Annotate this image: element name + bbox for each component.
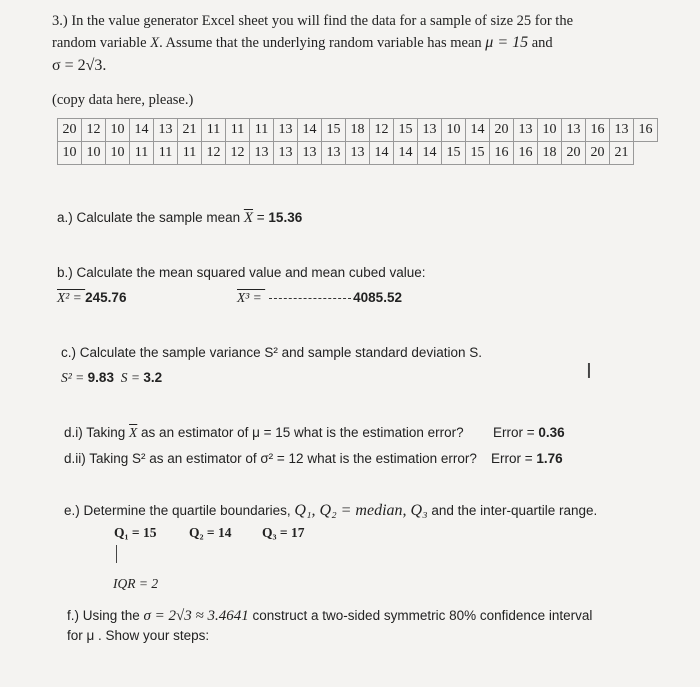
x3-answer: 4085.52 — [353, 290, 402, 305]
error-ii-answer: 1.76 — [536, 451, 563, 466]
part-f-line-2: for μ . Show your steps: — [67, 628, 210, 643]
part-a-eq: = — [253, 210, 269, 225]
table-cell: 10 — [58, 142, 82, 165]
table-cell: 10 — [82, 142, 106, 165]
table-cell: 10 — [442, 119, 466, 142]
table-cell: 15 — [394, 119, 418, 142]
s2-label: S² = — [61, 370, 88, 385]
table-cell: 15 — [322, 119, 346, 142]
table-cell: 13 — [322, 142, 346, 165]
problem-line-1: 3.) In the value generator Excel sheet you will find the data for a sample of size 25 for the — [52, 13, 574, 29]
table-cell: 11 — [226, 119, 250, 142]
part-d-i-prompt-b: as an estimator of μ = 15 what is the estimation error? — [137, 425, 464, 440]
table-cell: 13 — [514, 119, 538, 142]
sigma-approx: σ = 2√3 ≈ 3.4641 — [143, 608, 249, 624]
q1-answer: Q₁ = 15 — [114, 525, 157, 540]
table-row-1 — [58, 119, 658, 142]
table-cell: 10 — [538, 119, 562, 142]
table-cell: 14 — [130, 119, 154, 142]
part-d-i — [64, 425, 464, 441]
part-f-line-1 — [67, 608, 592, 625]
part-a — [57, 210, 302, 227]
problem-line-2 — [52, 34, 553, 52]
table-cell: 11 — [250, 119, 274, 142]
part-a-prompt: a.) Calculate the sample mean — [57, 210, 244, 225]
part-e-prompt-a: e.) Determine the quartile boundaries, — [64, 503, 295, 518]
table-cell: 14 — [370, 142, 394, 165]
part-f-prompt-b: construct a two-sided symmetric 80% confidence interval — [248, 608, 593, 623]
random-variable-x: X — [150, 35, 160, 51]
table-cell: 13 — [610, 119, 634, 142]
table-cell: 16 — [586, 119, 610, 142]
part-c-prompt: c.) Calculate the sample variance S² and sample standard deviation S. — [61, 345, 482, 360]
data-table — [57, 118, 658, 165]
iqr-answer: IQR = 2 — [113, 576, 159, 591]
x-bar-d: $\overline{X}$ — [129, 425, 138, 440]
q2-answer: Q₂ = 14 — [189, 525, 232, 540]
table-cell: 16 — [514, 142, 538, 165]
table-row-2 — [58, 142, 658, 165]
part-b-prompt: b.) Calculate the mean squared value and mean cubed value: — [57, 265, 426, 280]
table-cell: 14 — [418, 142, 442, 165]
copy-note: (copy data here, please.) — [52, 92, 194, 108]
table-cell: 20 — [562, 142, 586, 165]
x-bar: $\overline{X}$ — [243, 210, 254, 226]
text-cursor-icon: Ι — [586, 359, 592, 383]
problem-line-2c: and — [528, 35, 553, 51]
s-label: S = — [120, 370, 144, 385]
table-cell: 11 — [154, 142, 178, 165]
table-cell: 13 — [346, 142, 370, 165]
part-d-ii-prompt: d.ii) Taking S² as an estimator of σ² = 12 what is the estimation error? — [64, 451, 477, 466]
part-e — [64, 502, 597, 520]
table-cell: 20 — [58, 119, 82, 142]
table-cell: 20 — [490, 119, 514, 142]
error-i-label: Error = — [493, 425, 539, 440]
table-cell: 12 — [226, 142, 250, 165]
table-cell: 11 — [178, 142, 202, 165]
error-i — [493, 425, 565, 440]
table-cell: 13 — [298, 142, 322, 165]
table-cell: 13 — [274, 119, 298, 142]
text-caret — [116, 545, 117, 563]
table-cell: 21 — [610, 142, 634, 165]
problem-line-2b: . Assume that the underlying random variable has mean — [159, 35, 486, 51]
table-cell: 18 — [346, 119, 370, 142]
x2-answer: 245.76 — [85, 290, 127, 305]
table-cell: 13 — [562, 119, 586, 142]
table-cell: 10 — [106, 142, 130, 165]
part-e-prompt-b: and the inter-quartile range. — [427, 503, 598, 518]
part-f-prompt-a: f.) Using the — [67, 608, 144, 623]
s2-answer: 9.83 — [87, 370, 114, 385]
table-cell: 13 — [154, 119, 178, 142]
table-cell: 13 — [274, 142, 298, 165]
table-cell: 12 — [370, 119, 394, 142]
error-i-answer: 0.36 — [538, 425, 565, 440]
table-cell: 14 — [298, 119, 322, 142]
mean-value: μ = 15 — [485, 34, 529, 51]
x3-label: X³ = — [237, 290, 266, 305]
variance-line — [61, 370, 162, 386]
problem-line-2a: random variable — [52, 35, 151, 51]
q3-answer: Q₃ = 17 — [262, 525, 305, 540]
table-cell: 13 — [418, 119, 442, 142]
x3-line — [237, 290, 402, 306]
table-cell: 14 — [466, 119, 490, 142]
table-cell: 13 — [250, 142, 274, 165]
sigma-value: σ = 2√3. — [52, 57, 107, 74]
answer-blank — [269, 298, 351, 299]
part-d-i-prompt-a: d.i) Taking — [64, 425, 130, 440]
quartile-notation: Q₁, Q₂ = median, Q₃ — [294, 502, 428, 519]
x2-line — [57, 290, 126, 306]
table-cell: 12 — [202, 142, 226, 165]
table-cell: 15 — [442, 142, 466, 165]
sample-mean-answer: 15.36 — [268, 210, 303, 225]
table-cell: 21 — [178, 119, 202, 142]
error-ii — [491, 451, 563, 466]
x2-label: X² = — [57, 290, 86, 305]
table-cell: 15 — [466, 142, 490, 165]
table-cell: 10 — [106, 119, 130, 142]
table-cell: 20 — [586, 142, 610, 165]
table-cell: 11 — [130, 142, 154, 165]
table-cell: 11 — [202, 119, 226, 142]
error-ii-label: Error = — [491, 451, 537, 466]
table-cell: 16 — [634, 119, 658, 142]
table-cell: 18 — [538, 142, 562, 165]
table-cell: 12 — [82, 119, 106, 142]
s-answer: 3.2 — [143, 370, 163, 385]
table-cell: 14 — [394, 142, 418, 165]
table-cell: 16 — [490, 142, 514, 165]
